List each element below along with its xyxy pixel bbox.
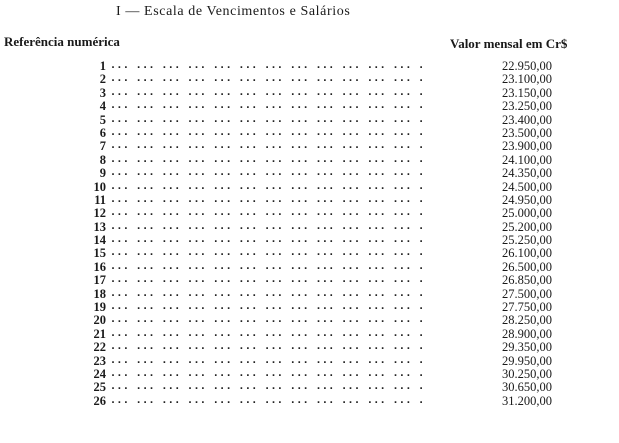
reference-number: 6 — [99, 125, 106, 140]
dot-leader: ... ... ... ... ... ... ... ... ... ... ... ... . — [110, 287, 425, 299]
table-row — [0, 140, 619, 153]
table-row — [0, 221, 619, 234]
column-header-reference: Referência numérica — [4, 34, 120, 49]
reference-number: 1 — [99, 59, 106, 73]
dot-leader: ... ... ... ... ... ... ... ... ... ... ... ... . — [110, 100, 425, 112]
salary-table — [0, 60, 619, 408]
dot-leader: ... ... ... ... ... ... ... ... ... ... ... ... . — [110, 327, 425, 339]
dot-leader: ... ... ... ... ... ... ... ... ... ... ... ... . — [110, 220, 425, 232]
table-row — [0, 381, 619, 394]
table-row — [0, 234, 619, 247]
reference-number: 14 — [93, 233, 106, 248]
monthly-value: 31.200,00 — [502, 393, 552, 408]
dot-leader: ... ... ... ... ... ... ... ... ... ... ... ... . — [110, 341, 425, 353]
monthly-value: 26.850,00 — [502, 273, 552, 288]
monthly-value: 25.200,00 — [502, 219, 552, 234]
dot-leader: ... ... ... ... ... ... ... ... ... ... ... ... . — [110, 394, 425, 406]
monthly-value: 26.500,00 — [502, 259, 552, 274]
monthly-value: 23.900,00 — [502, 139, 552, 154]
reference-number: 12 — [93, 206, 106, 221]
monthly-value: 24.350,00 — [502, 166, 552, 181]
reference-number: 10 — [93, 179, 106, 194]
monthly-value: 30.250,00 — [502, 366, 552, 381]
monthly-value: 24.950,00 — [502, 192, 552, 207]
reference-number: 20 — [93, 313, 106, 328]
monthly-value: 27.500,00 — [502, 286, 552, 301]
monthly-value: 29.950,00 — [502, 353, 552, 368]
column-header-value: Valor mensal em Cr$ — [450, 36, 568, 51]
table-row — [0, 87, 619, 100]
reference-number: 21 — [93, 326, 106, 341]
table-row — [0, 288, 619, 301]
dot-leader: ... ... ... ... ... ... ... ... ... ... ... ... . — [110, 60, 425, 71]
reference-number: 23 — [93, 353, 106, 368]
table-row — [0, 301, 619, 314]
dot-leader: ... ... ... ... ... ... ... ... ... ... ... ... . — [110, 167, 425, 179]
dot-leader: ... ... ... ... ... ... ... ... ... ... ... ... . — [110, 180, 425, 192]
reference-number: 26 — [93, 393, 106, 408]
dot-leader: ... ... ... ... ... ... ... ... ... ... ... ... . — [110, 193, 425, 205]
reference-number: 2 — [99, 72, 106, 87]
reference-number: 13 — [93, 219, 106, 234]
monthly-value: 23.100,00 — [502, 72, 552, 87]
table-row — [0, 154, 619, 167]
monthly-value: 26.100,00 — [502, 246, 552, 261]
dot-leader: ... ... ... ... ... ... ... ... ... ... ... ... . — [110, 234, 425, 246]
reference-number: 5 — [99, 112, 106, 127]
dot-leader: ... ... ... ... ... ... ... ... ... ... ... ... . — [110, 367, 425, 379]
table-row — [0, 127, 619, 140]
monthly-value: 24.100,00 — [502, 152, 552, 167]
monthly-value: 23.250,00 — [502, 99, 552, 114]
table-row — [0, 261, 619, 274]
table-row — [0, 207, 619, 220]
reference-number: 19 — [93, 300, 106, 315]
reference-number: 25 — [93, 380, 106, 395]
table-row — [0, 247, 619, 260]
dot-leader: ... ... ... ... ... ... ... ... ... ... ... ... . — [110, 207, 425, 219]
dot-leader: ... ... ... ... ... ... ... ... ... ... ... ... . — [110, 301, 425, 313]
monthly-value: 27.750,00 — [502, 300, 552, 315]
dot-leader: ... ... ... ... ... ... ... ... ... ... ... ... . — [110, 314, 425, 326]
reference-number: 18 — [93, 286, 106, 301]
table-row — [0, 368, 619, 381]
table-row — [0, 167, 619, 180]
dot-leader: ... ... ... ... ... ... ... ... ... ... ... ... . — [110, 113, 425, 125]
table-row — [0, 341, 619, 354]
table-row — [0, 100, 619, 113]
table-row — [0, 73, 619, 86]
reference-number: 24 — [93, 366, 106, 381]
reference-number: 11 — [94, 192, 106, 207]
monthly-value: 25.250,00 — [502, 233, 552, 248]
dot-leader: ... ... ... ... ... ... ... ... ... ... ... ... . — [110, 153, 425, 165]
monthly-value: 22.950,00 — [502, 59, 552, 73]
monthly-value: 30.650,00 — [502, 380, 552, 395]
reference-number: 15 — [93, 246, 106, 261]
table-row — [0, 355, 619, 368]
monthly-value: 25.000,00 — [502, 206, 552, 221]
table-row — [0, 60, 619, 73]
reference-number: 3 — [99, 85, 106, 100]
table-row — [0, 328, 619, 341]
monthly-value: 28.900,00 — [502, 326, 552, 341]
table-row — [0, 314, 619, 327]
table-row — [0, 194, 619, 207]
table-row — [0, 395, 619, 408]
document-title: I — Escala de Vencimentos e Salários — [116, 4, 351, 19]
dot-leader: ... ... ... ... ... ... ... ... ... ... ... ... . — [110, 73, 425, 85]
monthly-value: 23.500,00 — [502, 125, 552, 140]
reference-number: 4 — [99, 99, 106, 114]
reference-number: 22 — [93, 340, 106, 355]
reference-number: 16 — [93, 259, 106, 274]
reference-number: 9 — [99, 166, 106, 181]
reference-number: 7 — [99, 139, 106, 154]
reference-number: 17 — [93, 273, 106, 288]
reference-number: 8 — [99, 152, 106, 167]
dot-leader: ... ... ... ... ... ... ... ... ... ... ... ... . — [110, 126, 425, 138]
monthly-value: 23.150,00 — [502, 85, 552, 100]
dot-leader: ... ... ... ... ... ... ... ... ... ... ... ... . — [110, 86, 425, 98]
monthly-value: 29.350,00 — [502, 340, 552, 355]
dot-leader: ... ... ... ... ... ... ... ... ... ... ... ... . — [110, 247, 425, 259]
dot-leader: ... ... ... ... ... ... ... ... ... ... ... ... . — [110, 260, 425, 272]
table-row — [0, 274, 619, 287]
table-row — [0, 181, 619, 194]
dot-leader: ... ... ... ... ... ... ... ... ... ... ... ... . — [110, 381, 425, 393]
dot-leader: ... ... ... ... ... ... ... ... ... ... ... ... . — [110, 274, 425, 286]
dot-leader: ... ... ... ... ... ... ... ... ... ... ... ... . — [110, 140, 425, 152]
monthly-value: 28.250,00 — [502, 313, 552, 328]
monthly-value: 23.400,00 — [502, 112, 552, 127]
dot-leader: ... ... ... ... ... ... ... ... ... ... ... ... . — [110, 354, 425, 366]
monthly-value: 24.500,00 — [502, 179, 552, 194]
table-row — [0, 114, 619, 127]
